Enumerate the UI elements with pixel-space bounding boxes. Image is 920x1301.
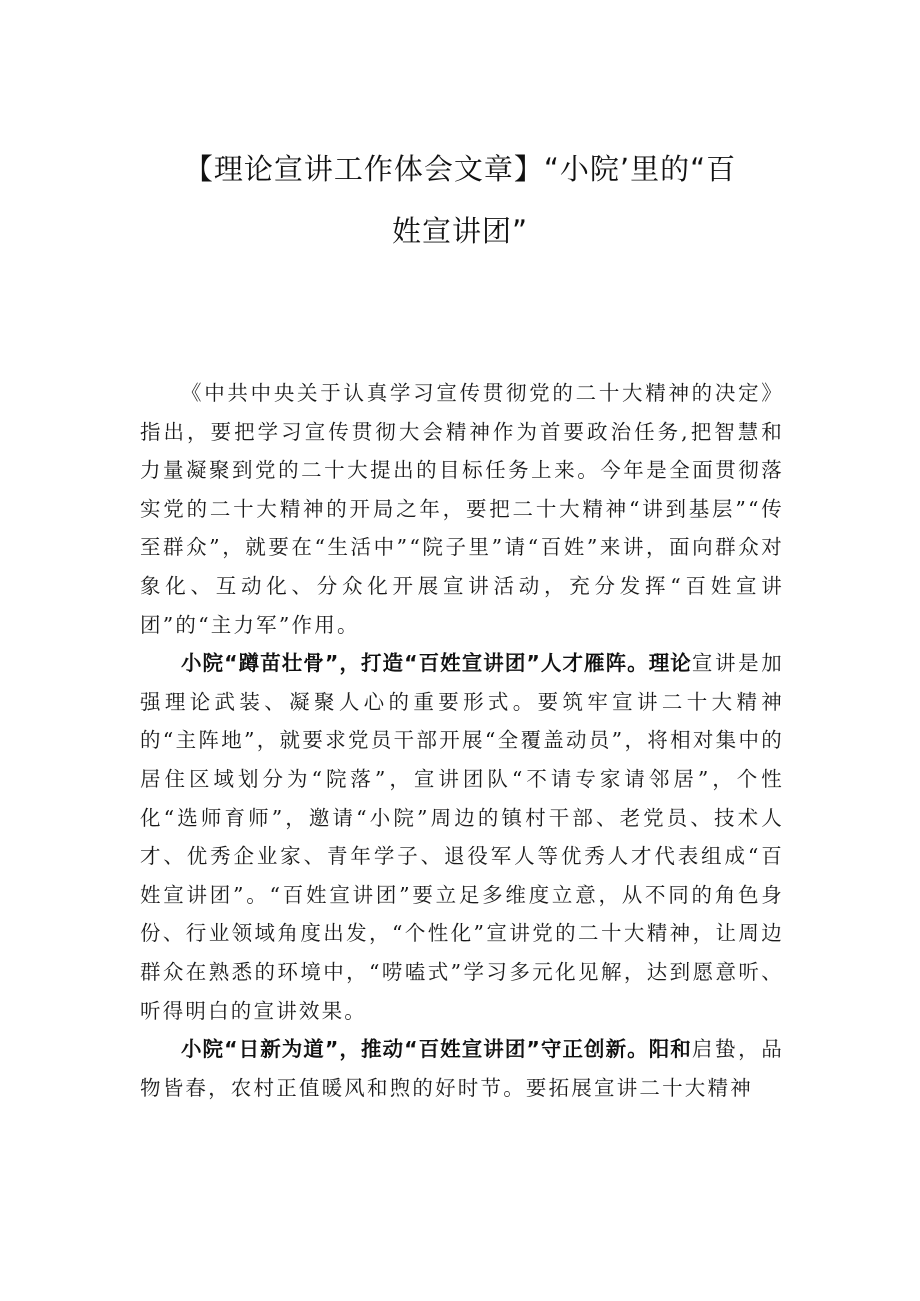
paragraph-text: 宣讲是加强理论武装、凝聚人心的重要形式。要筑牢宣讲二十大精神的“主阵地”，就要求党员干部开展“全覆盖动员”，将相对集中的居住区域划分为“院落”，宣讲团队“不请专家请邻居”，个性化“选师育师”，邀请“小院”周边的镇村干部、老党员、技术人才、优秀企业家、青年学子、退役军人等优秀人才代表组成“百姓宣讲团”。“百姓宣讲团”要立足多维度立意，从不同的角色身份、行业领域角度出发，“个性化”宣讲党的二十大精神，让周边群众在熟悉的环境中，“唠嗑式”学习多元化见解，达到愿意听、听得明白的宣讲效果。	[140, 651, 784, 1023]
section-heading-talent: 小院“蹲苗壮骨”，打造“百姓宣讲团”人才雁阵。理论	[181, 651, 692, 676]
paragraph-text: 启蛰，品物皆春，农村正值暖风和煦的好时节。要拓展宣讲二十大精神	[140, 1037, 784, 1100]
title-line-1: 【理论宣讲工作体会文章】“小院’里的“百	[183, 152, 737, 186]
article-body	[140, 374, 784, 1107]
intro-paragraph	[140, 374, 784, 644]
section-heading-innovation: 小院“日新为道”，推动“百姓宣讲团”守正创新。阳和	[181, 1037, 692, 1062]
paragraph-text: 《中共中央关于认真学习宣传贯彻党的二十大精神的决定》指出，要把学习宣传贯彻大会精神作为首要政治任务,把智慧和力量凝聚到党的二十大提出的目标任务上来。今年是全面贯彻落实党的二十大精神的开局之年，要把二十大精神“讲到基层”“传至群众”，就要在“生活中”“院子里”请“百姓”来讲，面向群众对象化、互动化、分众化开展宣讲活动，充分发挥“百姓宣讲团”的“主力军”作用。	[140, 381, 784, 637]
section-paragraph-talent	[140, 644, 784, 1030]
document-title	[140, 138, 780, 262]
section-paragraph-innovation	[140, 1030, 784, 1107]
title-line-2: 姓宣讲团”	[391, 214, 529, 248]
